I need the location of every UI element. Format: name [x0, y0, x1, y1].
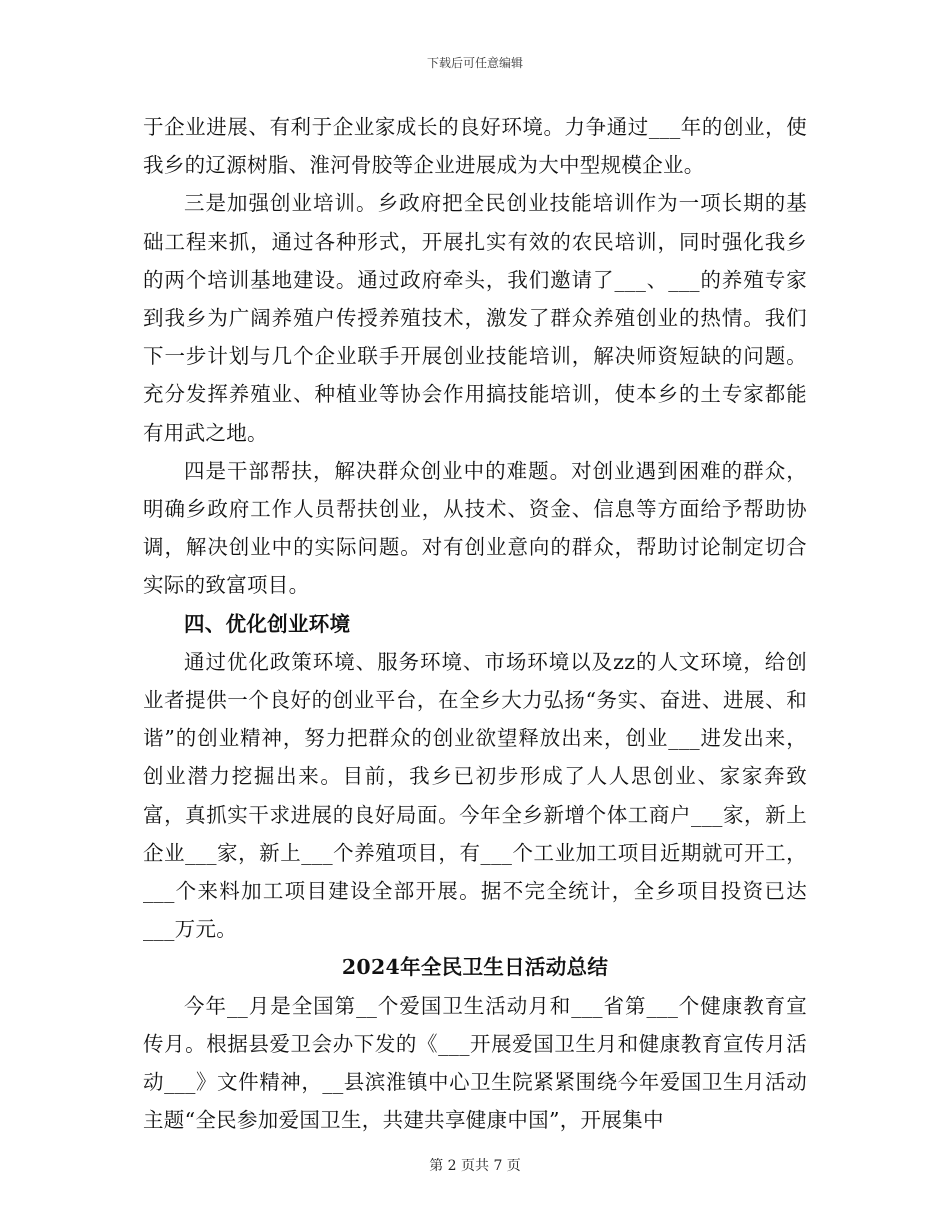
- paragraph-cadre-assistance: 四是干部帮扶，解决群众创业中的难题。对创业遇到困难的群众，明确乡政府工作人员帮扶创业，从技术、资金、信息等方面给予帮助协调，解决创业中的实际问题。对有创业意向的群众，帮助讨论制定切合实际的致富项目。: [143, 458, 807, 598]
- paragraph-entrepreneurship-training: 三是加强创业培训。乡政府把全民创业技能培训作为一项长期的基础工程来抓，通过各种形式，开展扎实有效的农民培训，同时强化我乡的两个培训基地建设。通过政府牵头，我们邀请了___、___的养殖专家到我乡为广阔养殖户传授养殖技术，激发了群众养殖创业的热情。我们下一步计划与几个企业联手开展创业技能培训，解决师资短缺的问题。充分发挥养殖业、种植业等协会作用搞技能培训，使本乡的土专家都能有用武之地。: [143, 191, 807, 445]
- document-title-health-day-summary: 2024年全民卫生日活动总结: [341, 955, 609, 980]
- paragraph-environment-optimization: 通过优化政策环境、服务环境、市场环境以及zz的人文环境，给创业者提供一个良好的创业平台，在全乡大力弘扬“务实、奋进、进展、和谐”的创业精神，努力把群众的创业欲望释放出来，创业___进发出来，创业潜力挖掘出来。目前，我乡已初步形成了人人思创业、家家奔致富，真抓实干求进展的良好局面。今年全乡新增个体工商户___家，新上企业___家，新上___个养殖项目，有___个工业加工项目近期就可开工，___个来料加工项目建设全部开展。据不完全统计，全乡项目投资已达___万元。: [143, 649, 807, 942]
- section-heading-optimize-environment: 四、优化创业环境: [184, 611, 351, 636]
- paragraph-enterprise-development: 于企业进展、有利于企业家成长的良好环境。力争通过___年的创业，使我乡的辽源树脂、淮河骨胶等企业进展成为大中型规模企业。: [143, 115, 807, 178]
- document-body: [143, 108, 807, 1139]
- page-number-footer: 第 2 页共 7 页: [429, 1158, 521, 1174]
- paragraph-health-month-intro: 今年__月是全国第__个爱国卫生活动月和___省第___个健康教育宣传月。根据县爱卫会办下发的《___开展爱国卫生月和健康教育宣传月活动___》文件精神，__县滨淮镇中心卫生院紧紧围绕今年爱国卫生月活动主题“全民参加爱国卫生，共建共享健康中国”，开展集中: [143, 993, 807, 1133]
- page-header: 下载后可任意编辑: [426, 56, 523, 70]
